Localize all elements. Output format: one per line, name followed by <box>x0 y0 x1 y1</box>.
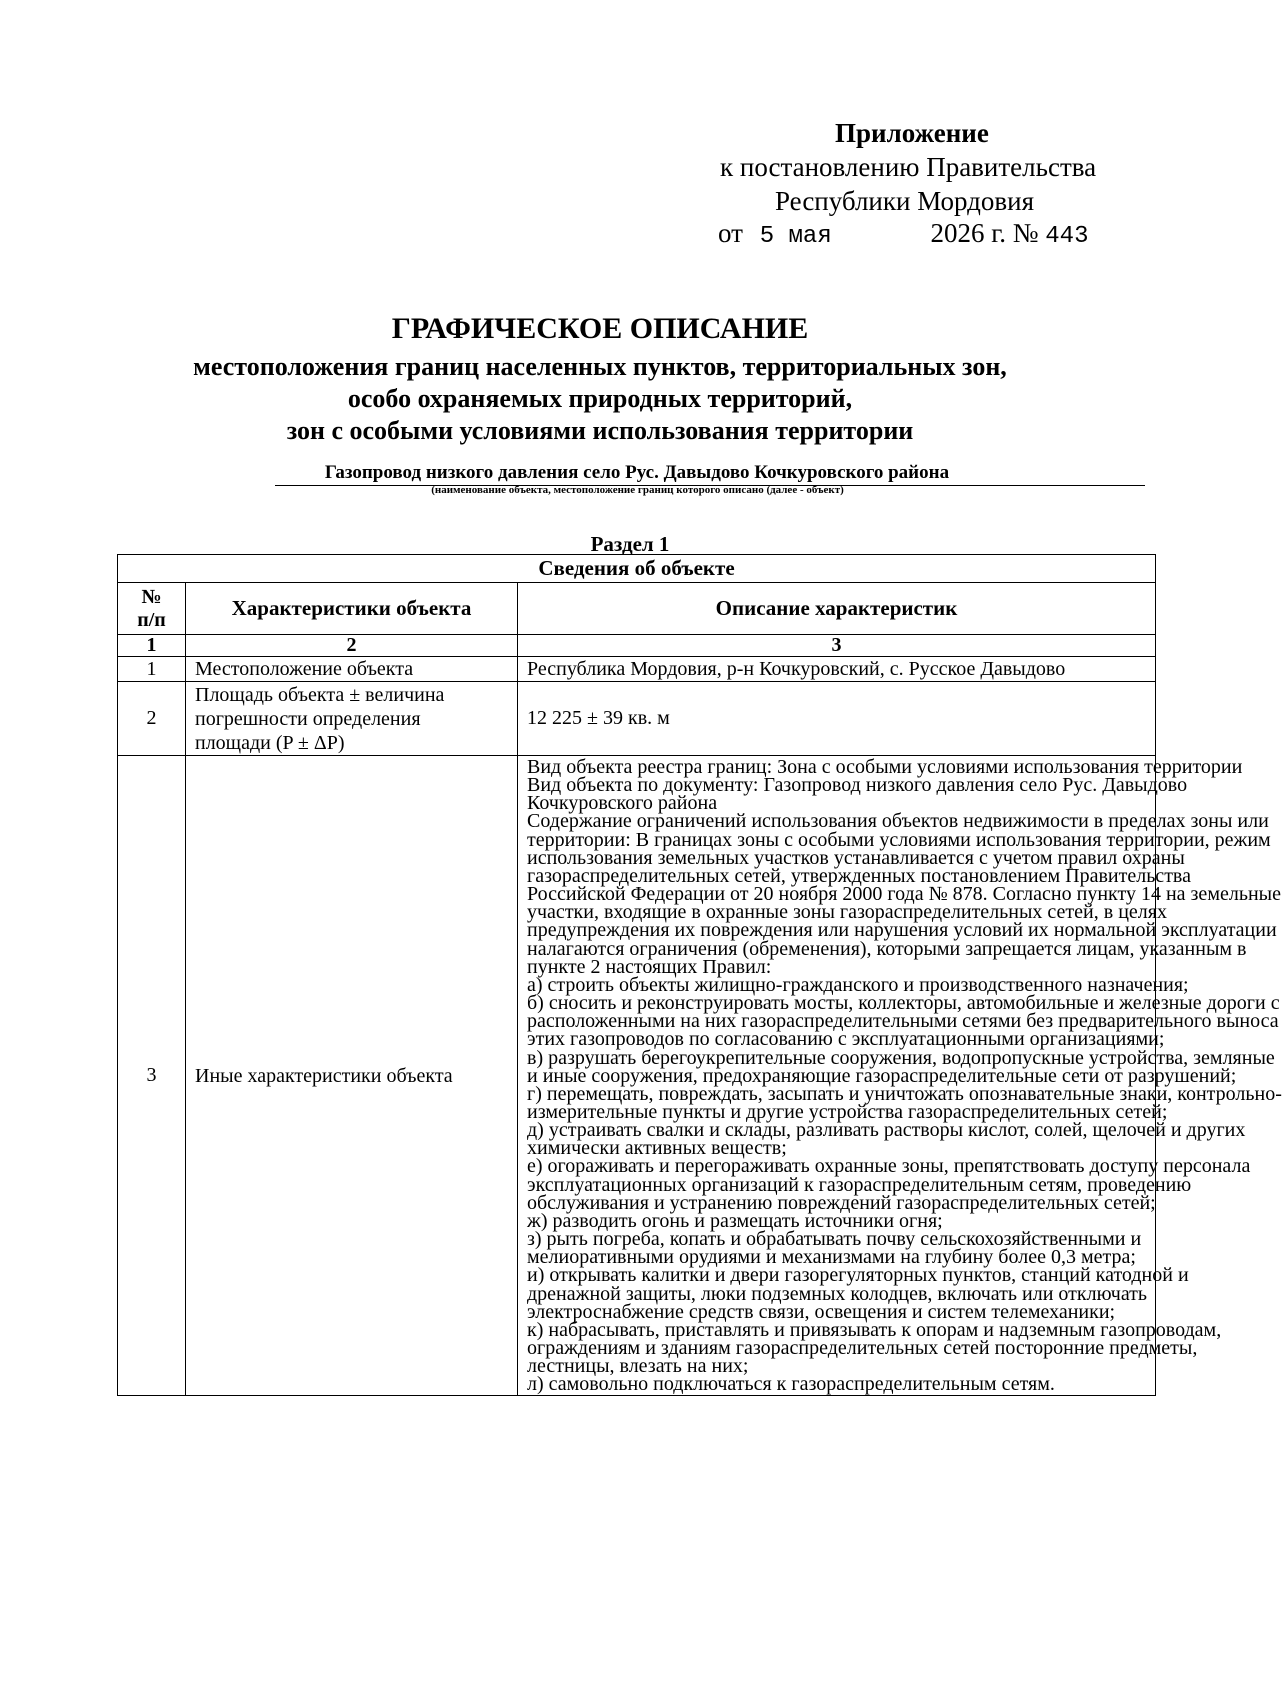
restriction-line: з) рыть погреба, копать и обрабатывать почву сельскохозяйственными и <box>527 1228 1142 1251</box>
restriction-line: и) открывать калитки и двери газорегуляторных пунктов, станций катодной и <box>527 1264 1189 1287</box>
restriction-line: д) устраивать свалки и склады, разливать растворы кислот, солей, щелочей и других <box>527 1119 1246 1142</box>
row-name: Иные характеристики объекта <box>186 756 518 1396</box>
annex-line-2: Республики Мордовия <box>775 186 1035 216</box>
table-header-row <box>118 583 1156 635</box>
annex-title: Приложение <box>835 118 989 148</box>
restriction-line: территории: В границах зоны с особыми условиями использования территории, режим <box>527 828 1271 851</box>
restriction-line: расположенными на них газораспределительными сетями без предварительного выноса <box>527 1010 1279 1033</box>
annex-prefix: от <box>718 218 743 248</box>
restriction-line: химически активных веществ; <box>527 1137 787 1160</box>
restriction-line: дренажной защиты, люки подземных колодцев, включать или отключать <box>527 1282 1148 1305</box>
row-name-line: площади (P ± ΔP) <box>195 731 345 754</box>
annex-date-line <box>718 218 1088 250</box>
restriction-line: Российской Федерации от 20 ноября 2000 года № 878. Согласно пункту 14 на земельные <box>527 883 1281 906</box>
restriction-line: использования земельных участков устанавливается с учетом правил охраны <box>527 846 1185 869</box>
restriction-line: в) разрушать берегоукрепительные сооружения, водопропускные устройства, земляные <box>527 1046 1275 1069</box>
table-index-row <box>118 635 1156 657</box>
restriction-line: г) перемещать, повреждать, засыпать и уничтожать опознавательные знаки, контрольно- <box>527 1082 1282 1105</box>
restriction-line: обслуживания и устранению повреждений газораспределительных сетей; <box>527 1191 1156 1214</box>
restriction-line: ограждениям и зданиям газораспределительных сетей посторонние предметы, <box>527 1337 1198 1359</box>
restriction-line: эксплуатационных организаций к газораспределительным сетям, проведению <box>527 1173 1192 1196</box>
row-name-line: погрешности определения <box>195 707 421 730</box>
restriction-line: мелиоративными орудиями и механизмами на глубину более 0,3 метра; <box>527 1246 1136 1269</box>
row-value: Республика Мордовия, р-н Кочкуровский, с. Русское Давыдово <box>518 657 1156 682</box>
restriction-line: лестницы, влезать на них; <box>527 1355 749 1378</box>
document-title: ГРАФИЧЕСКОЕ ОПИСАНИЕ <box>391 312 809 345</box>
restriction-line: Вид объекта реестра границ: Зона с особыми условиями использования территории <box>527 756 1243 778</box>
restriction-line: Содержание ограничений использования объектов недвижимости в пределах зоны или <box>527 810 1269 833</box>
document-subtitle-1: местоположения границ населенных пунктов, территориальных зон, <box>193 352 1007 381</box>
restriction-line: Вид объекта по документу: Газопровод низкого давления село Рус. Давыдово <box>527 774 1188 797</box>
row-name <box>186 682 518 756</box>
restriction-line: Кочкуровского района <box>527 792 718 815</box>
restriction-line: а) строить объекты жилищно-гражданского и производственного назначения; <box>527 973 1189 996</box>
restriction-line: е) огораживать и перегораживать охранные зоны, препятствовать доступу персонала <box>527 1155 1251 1178</box>
table-caption-row <box>118 555 1156 583</box>
object-name-line <box>275 462 1145 486</box>
header-num-line-1: № <box>141 585 162 608</box>
table-row <box>118 682 1156 756</box>
col-index-3: 3 <box>518 635 1156 657</box>
restriction-line: участки, входящие в охранные зоны газораспределительных сетей, в целях <box>527 901 1167 924</box>
object-name-note: (наименование объекта, местоположение границ которого описано (далее - объект) <box>431 484 844 496</box>
restriction-line: измерительные пункты и другие устройства газораспределительных сетей; <box>527 1100 1168 1123</box>
annex-line-1: к постановлению Правительства <box>720 152 1097 182</box>
restriction-line: ж) разводить огонь и размещать источники огня; <box>527 1209 943 1232</box>
header-num <box>118 583 186 635</box>
row-num: 1 <box>118 657 186 682</box>
annex-date: 5 мая <box>759 223 832 250</box>
restriction-line: газораспределительных сетей, утвержденных постановлением Правительства <box>527 864 1191 887</box>
restriction-line: к) набрасывать, приставлять и привязывать к опорам и надземным газопроводам, <box>527 1318 1222 1341</box>
header-characteristics: Характеристики объекта <box>186 583 518 635</box>
object-name: Газопровод низкого давления село Рус. Давыдово Кочкуровского района <box>324 462 950 483</box>
restriction-line: л) самовольно подключаться к газораспределительным сетям. <box>527 1373 1055 1396</box>
row-value: 12 225 ± 39 кв. м <box>518 682 1156 756</box>
document-subtitle-2: особо охраняемых природных территорий, <box>347 384 853 413</box>
row-name-line: Площадь объекта ± величина <box>195 683 445 706</box>
restriction-line: и иные сооружения, предохраняющие газораспределительные сети от разрушений; <box>527 1064 1237 1087</box>
document-subtitle-3: зон с особыми условиями использования территории <box>286 416 914 445</box>
restriction-line: этих газопроводов по согласованию с эксплуатационными организациями; <box>527 1028 1165 1051</box>
restriction-line: налагаются ограничения (обременения), которыми запрещается лицам, указанным в <box>527 937 1247 960</box>
header-description: Описание характеристик <box>518 583 1156 635</box>
table-caption: Сведения об объекте <box>118 555 1156 583</box>
annex-number: 443 <box>1045 223 1089 250</box>
row-name: Местоположение объекта <box>186 657 518 682</box>
header-num-line-2: п/п <box>137 608 166 631</box>
table-row <box>118 657 1156 682</box>
col-index-2: 2 <box>186 635 518 657</box>
section-title: Раздел 1 <box>590 532 670 556</box>
restriction-line: пункте 2 настоящих Правил: <box>527 955 772 978</box>
row-num: 3 <box>118 756 186 1396</box>
object-info-table <box>117 554 1282 1396</box>
restriction-line: электроснабжение средств связи, освещения и систем телемеханики; <box>527 1300 1116 1323</box>
table-row <box>118 756 1156 1396</box>
restriction-line: б) сносить и реконструировать мосты, коллекторы, автомобильные и железные дороги с <box>527 992 1280 1015</box>
col-index-1: 1 <box>118 635 186 657</box>
restriction-line: предупреждения их повреждения или нарушения условий их нормальной эксплуатации <box>527 919 1277 942</box>
annex-year: 2026 г. № <box>930 218 1039 248</box>
row-num: 2 <box>118 682 186 756</box>
row-value-restrictions <box>518 756 1282 1396</box>
